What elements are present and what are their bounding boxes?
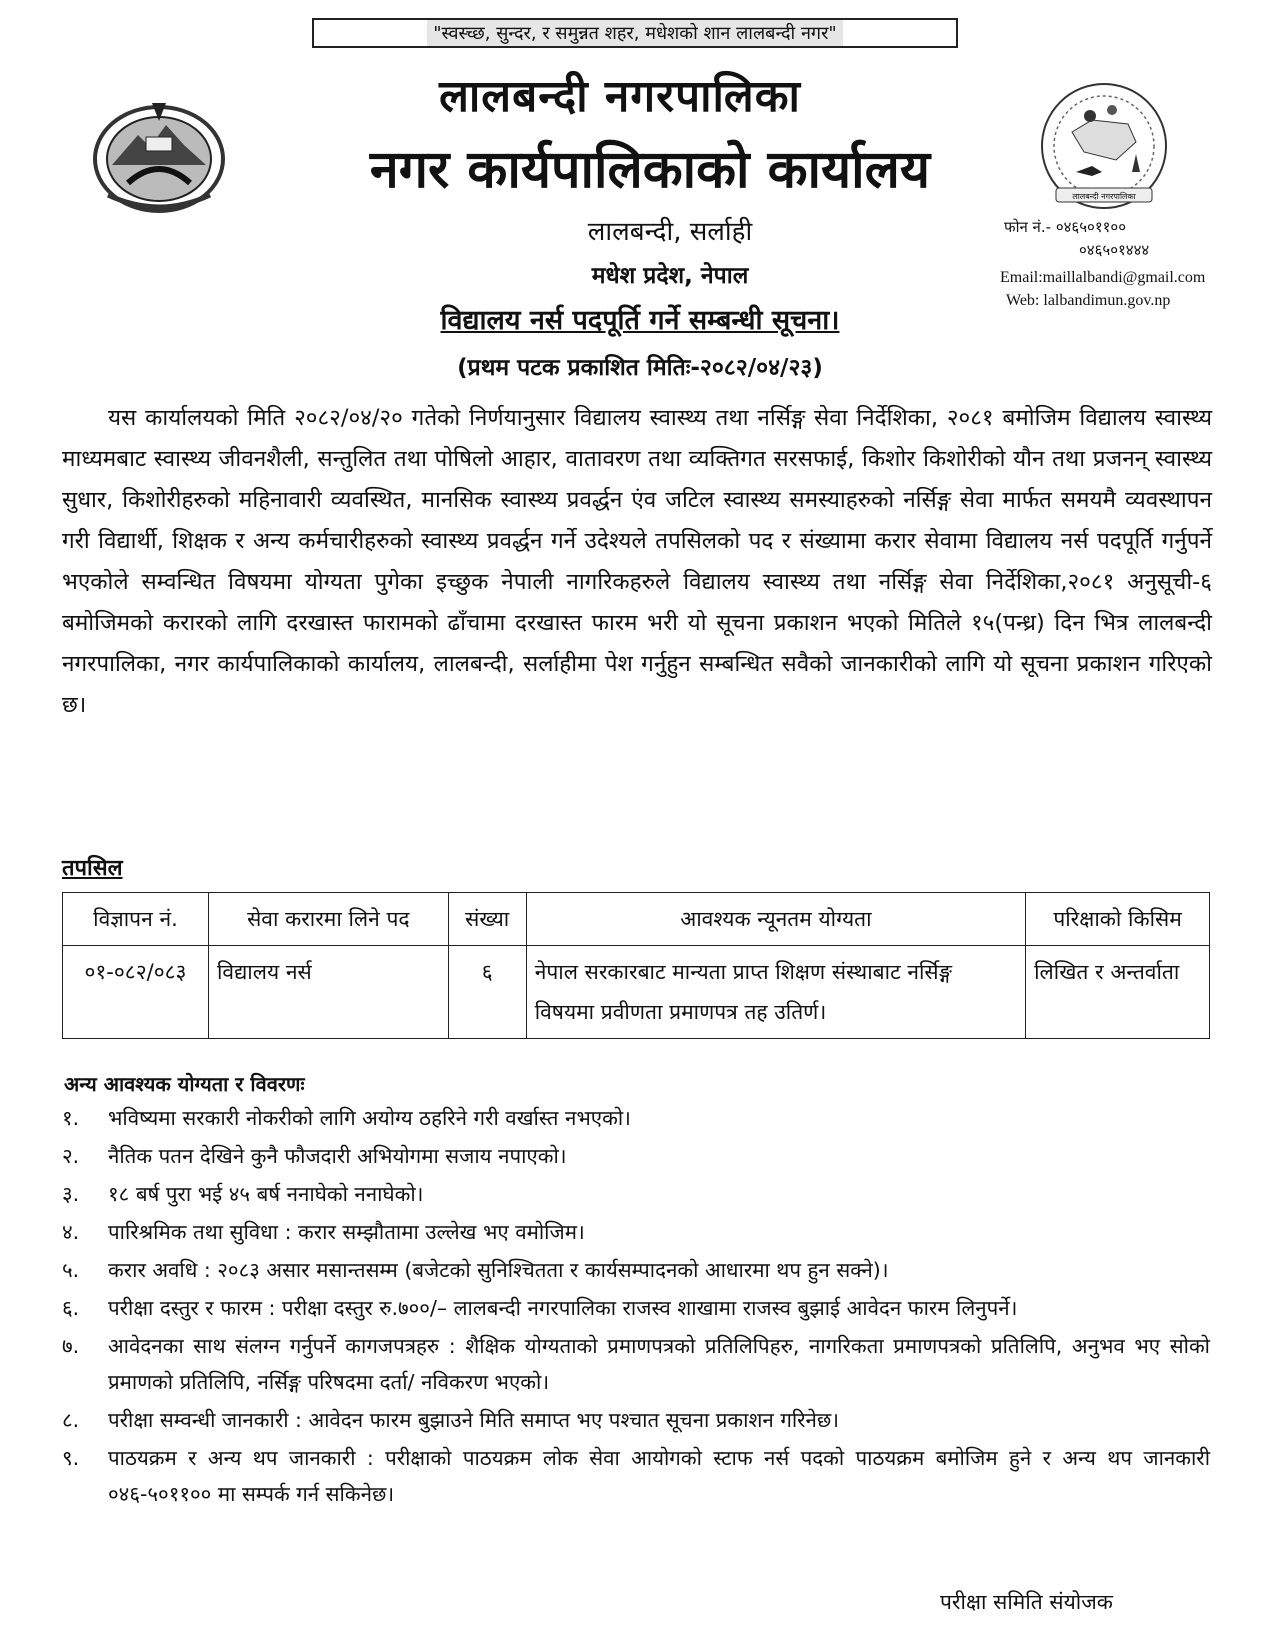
header-ad-no: विज्ञापन नं.	[63, 893, 209, 946]
item-text: परीक्षा दस्तुर र फारम : परीक्षा दस्तुर रु.७००/– लालबन्दी नगरपालिका राजस्व शाखामा राजस्व बुझाई आवेदन फारम लिनुपर्ने।	[108, 1296, 1018, 1320]
address-line2: मधेश प्रदेश, नेपाल	[591, 263, 749, 289]
item-number: ७.	[62, 1334, 80, 1358]
phone-secondary: ०४६५०१४४४	[1079, 241, 1150, 259]
item-number: १.	[62, 1106, 80, 1130]
item-number: ९.	[62, 1446, 80, 1470]
header-qualification: आवश्यक न्यूनतम योग्यता	[526, 893, 1025, 946]
header-post: सेवा करारमा लिने पद	[208, 893, 448, 946]
list-item	[62, 1100, 1210, 1136]
list-item	[62, 1290, 1210, 1326]
cell-count: ६	[448, 946, 526, 1039]
phone-primary: फोन नं.- ०४६५०११००	[1004, 218, 1127, 236]
item-number: ४.	[62, 1220, 80, 1244]
nepal-emblem-icon	[88, 95, 230, 215]
item-text: आवेदनका साथ संलग्न गर्नुपर्ने कागजपत्रहरु : शैक्षिक योग्यताको प्रमाणपत्रको प्रतिलिपिहरु, नागरिकता प्रमाणपत्रको प्रतिलिपि, अनुभव भए सोको प्रमाणको प्रतिलिपि, नर्सिङ्ग परिषदमा दर्ता/ नविकरण भएको।	[108, 1334, 1210, 1394]
address-line1: लालबन्दी, सर्लाही	[587, 217, 753, 247]
cell-post: विद्यालय नर्स	[208, 946, 448, 1039]
notice-body: यस कार्यालयको मिति २०८२/०४/२० गतेको निर्णयानुसार विद्यालय स्वास्थ्य तथा नर्सिङ्ग सेवा निर्देशिका, २०८१ बमोजिम विद्यालय स्वास्थ्य माध्यमबाट स्वास्थ्य जीवनशैली, सन्तुलित तथा पोषिलो आहार, वातावरण तथा व्यक्तिगत सरसफाई, किशोर किशोरीको यौन तथा प्रजनन् स्वास्थ्य सुधार, किशोरीहरुको महिनावारी व्यवस्थित, मानसिक स्वास्थ्य प्रवर्द्धन एंव जटिल स्वास्थ्य समस्याहरुको नर्सिङ्ग सेवा मार्फत समयमै व्यवस्थापन गरी विद्यार्थी, शिक्षक र अन्य कर्मचारीहरुको स्वास्थ्य प्रवर्द्धन गर्ने उदेश्यले तपसिलको पद र संख्यामा करार सेवामा विद्यालय नर्स पदपूर्ति गर्नुपर्ने भएकोले सम्वन्धित विषयमा योग्यता पुगेका इच्छुक नेपाली नागरिकहरुले विद्यालय स्वास्थ्य तथा नर्सिङ्ग सेवा निर्देशिका,२०८१ अनुसूची-६ बमोजिमको करारको लागि दरखास्त फारामको ढाँचामा दरखास्त फारम भरी यो सूचना प्रकाशन भएको मितिले १५(पन्ध्र) दिन भित्र लालबन्दी नगरपालिका, नगर कार्यपालिकाको कार्यालय, लालबन्दी, सर्लाहीमा पेश गर्नुहुन सम्बन्धित सवैको जानकारीको लागि यो सूचना प्रकाशन गरिएको छ।	[62, 405, 1212, 718]
municipality-logo-icon	[1032, 80, 1176, 212]
list-item	[62, 1214, 1210, 1250]
website-text: Web: lalbandimun.gov.np	[1006, 292, 1171, 309]
item-number: ६.	[62, 1296, 80, 1320]
list-item	[62, 1402, 1210, 1438]
item-text: पारिश्रमिक तथा सुविधा : करार सम्झौतामा उल्लेख भए वमोजिम।	[108, 1220, 585, 1244]
item-text: भविष्यमा सरकारी नोकरीको लागि अयोग्य ठहरिने गरी वर्खास्त नभएको।	[108, 1106, 631, 1130]
list-item	[62, 1138, 1210, 1174]
item-number: २.	[62, 1144, 80, 1168]
item-text: १८ बर्ष पुरा भई ४५ बर्ष ननाघेको ननाघेको।	[108, 1182, 424, 1206]
requirements-list	[62, 1100, 1210, 1514]
item-number: ५.	[62, 1258, 80, 1282]
notice-title: विद्यालय नर्स पदपूर्ति गर्ने सम्बन्धी सूचना।	[440, 305, 840, 336]
signature-title: परीक्षा समिति संयोजक	[940, 1590, 1113, 1614]
list-item	[62, 1440, 1210, 1512]
email-text: Email:maillalbandi@gmail.com	[1000, 269, 1206, 286]
header-count: संख्या	[448, 893, 526, 946]
table-row	[63, 946, 1210, 1039]
item-text: करार अवधि : २०८३ असार मसान्तसम्म (बजेटको सुनिश्चितता र कार्यसम्पादनको आधारमा थप हुन सक्ने)।	[108, 1258, 889, 1282]
item-text: परीक्षा सम्वन्धी जानकारी : आवेदन फारम बुझाउने मिति समाप्त भए पश्चात सूचना प्रकाशन गरिनेछ।	[108, 1408, 840, 1432]
municipality-name: लालबन्दी नगरपालिका	[439, 71, 801, 122]
cell-ad-no: ०१-०८२/०८३	[63, 946, 209, 1039]
list-item	[62, 1328, 1210, 1400]
table-header-row	[63, 893, 1210, 946]
requirements-title: अन्य आवश्यक योग्यता र विवरणः	[64, 1072, 305, 1096]
logo-caption: लालबन्दी नगरपालिका	[1072, 192, 1136, 201]
list-item	[62, 1252, 1210, 1288]
header-exam-type: परिक्षाको किसिम	[1026, 893, 1210, 946]
vacancy-table	[62, 892, 1210, 1039]
published-date: (प्रथम पटक प्रकाशित मितिः-२०८२/०४/२३)	[457, 355, 823, 381]
office-name: नगर कार्यपालिकाको कार्यालय	[369, 140, 931, 200]
item-text: पाठयक्रम र अन्य थप जानकारी : परीक्षाको पाठयक्रम लोक सेवा आयोगको स्टाफ नर्स पदको पाठयक्रम बमोजिम हुने र अन्य थप जानकारी ०४६-५०११०० मा सम्पर्क गर्न सकिनेछ।	[108, 1446, 1210, 1506]
slogan-box	[312, 18, 958, 48]
item-number: ८.	[62, 1408, 80, 1432]
list-item	[62, 1176, 1210, 1212]
slogan: "स्वस्च्छ, सुन्दर, र समुन्नत शहर, मधेशको शान लालबन्दी नगर"	[427, 20, 842, 46]
item-text: नैतिक पतन देखिने कुनै फौजदारी अभियोगमा सजाय नपाएको।	[108, 1144, 567, 1168]
contact-block	[1000, 216, 1260, 312]
details-heading: तपसिल	[62, 856, 123, 881]
cell-exam-type: लिखित र अन्तर्वाता	[1026, 946, 1210, 1039]
item-number: ३.	[62, 1182, 80, 1206]
cell-qualification: नेपाल सरकारबाट मान्यता प्राप्त शिक्षण संस्थाबाट नर्सिङ्ग विषयमा प्रवीणता प्रमाणपत्र तह उतिर्ण।	[526, 946, 1025, 1039]
